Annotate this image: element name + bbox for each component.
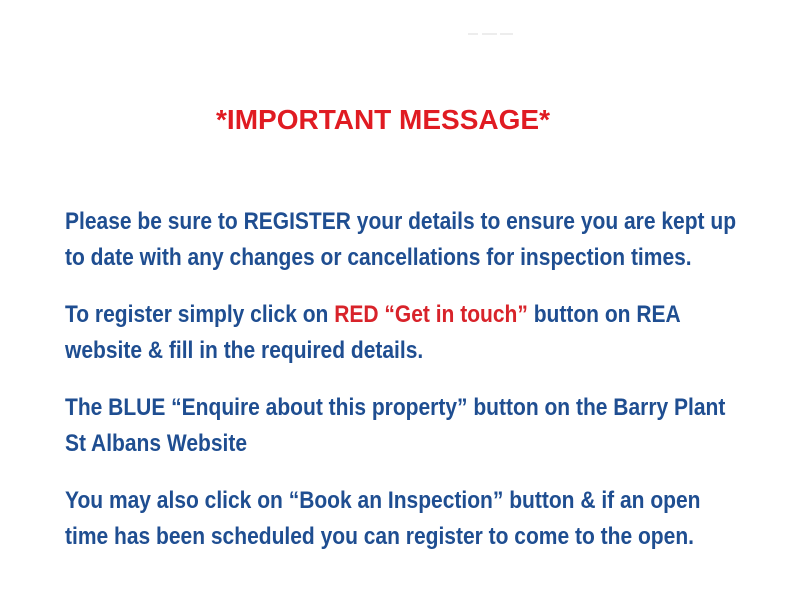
text-segment: Please be sure to REGISTER your details to ensure you are kept up (65, 208, 737, 235)
text-segment: St Albans Website (65, 430, 248, 457)
text-line (65, 519, 694, 555)
text-segment: time has been scheduled you can register to come to the open. (65, 523, 694, 550)
text-segment: To register simply click on (65, 301, 335, 328)
text-segment: RED “Get in touch” (334, 301, 528, 328)
text-line (65, 297, 681, 333)
paragraph (65, 483, 765, 555)
page-title: *IMPORTANT MESSAGE* (216, 104, 550, 135)
text-line (65, 333, 678, 369)
scan-artifact-dash (482, 33, 497, 35)
text-segment: The BLUE “Enquire about this property” button on the Barry Plant (65, 394, 726, 421)
message-body (65, 204, 765, 576)
text-line (65, 426, 678, 462)
text-segment: website & fill in the required details. (65, 337, 424, 364)
text-line (65, 390, 726, 426)
scan-artifact-dash (500, 33, 513, 35)
paragraph (65, 204, 765, 276)
text-line (65, 483, 701, 519)
text-segment: button on REA (527, 301, 681, 328)
text-line (65, 204, 737, 240)
paragraph (65, 390, 765, 462)
text-line (65, 240, 692, 276)
paragraph (65, 297, 765, 369)
text-segment: You may also click on “Book an Inspection” button & if an open (65, 487, 701, 514)
scan-artifact-dash (468, 33, 478, 35)
text-segment: to date with any changes or cancellations for inspection times. (65, 244, 692, 271)
